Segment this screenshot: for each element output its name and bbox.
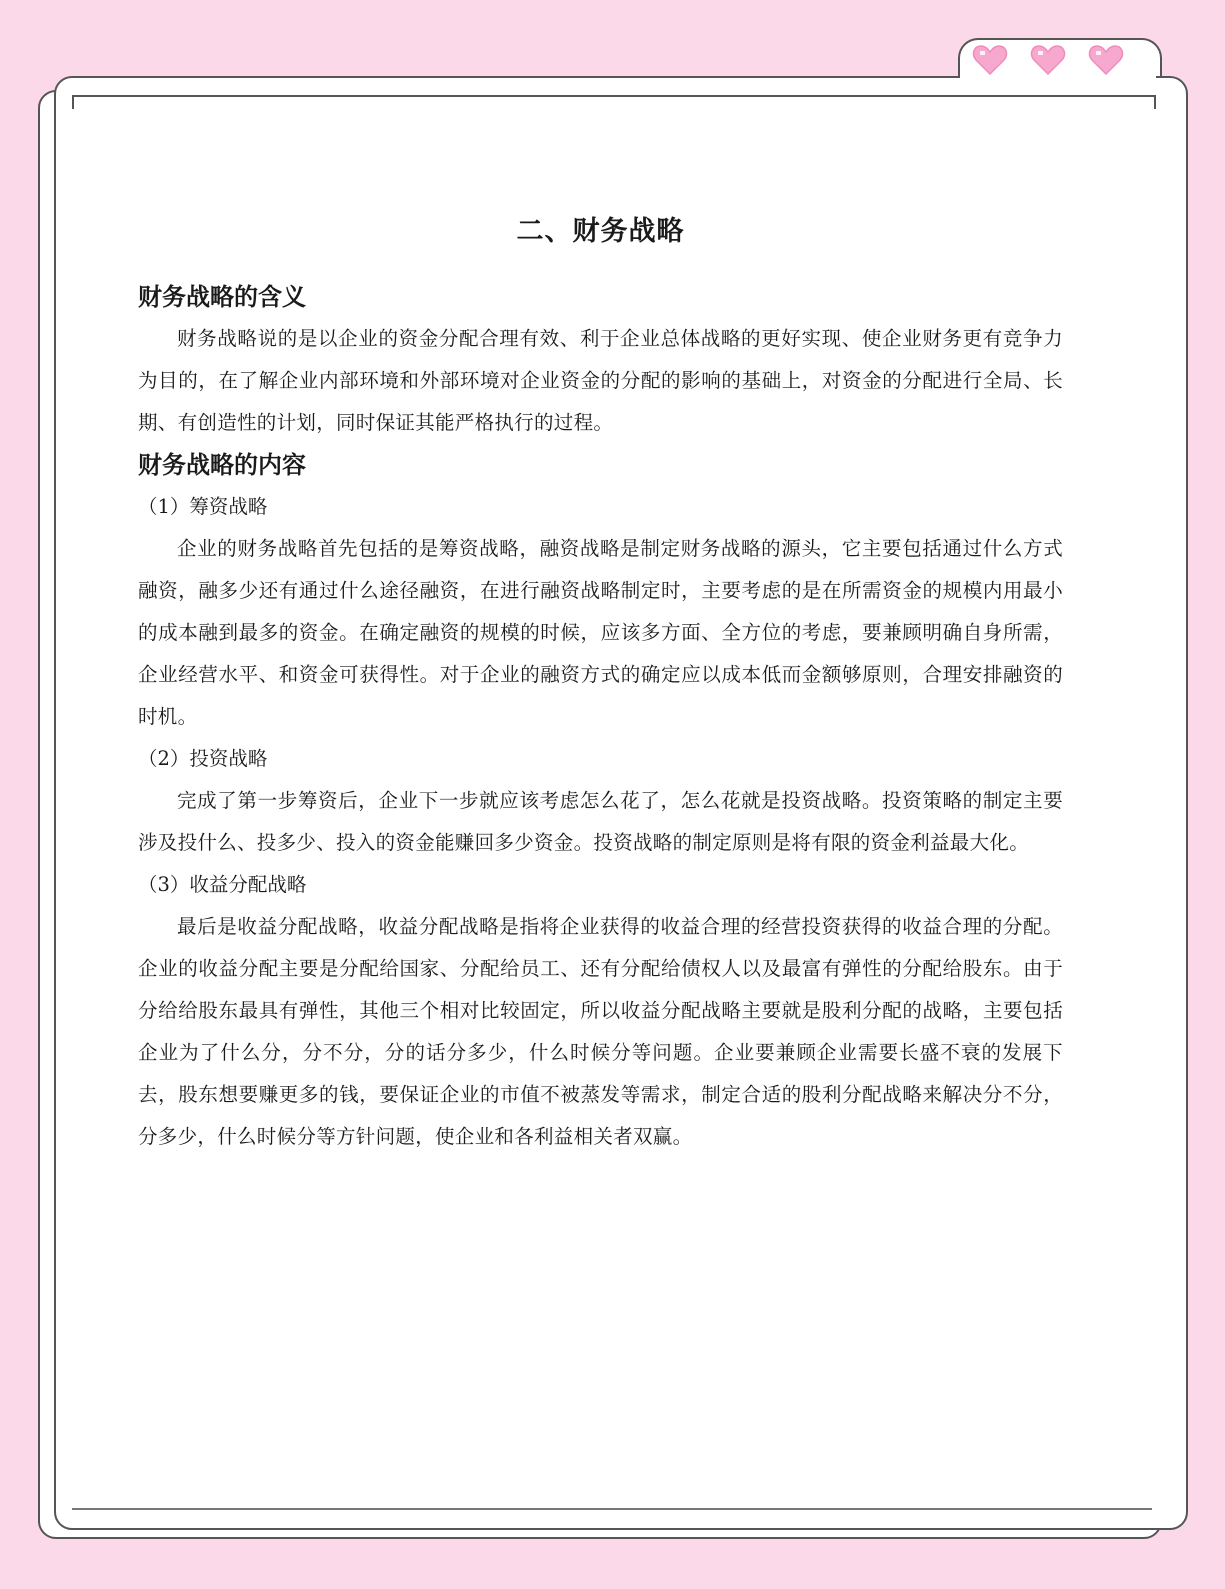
subsection-label-distribution: （3）收益分配战略 (138, 873, 307, 896)
paragraph-distribution: 最后是收益分配战略，收益分配战略是指将企业获得的收益合理的经营投资获得的收益合理的分配。企业的收益分配主要是分配给国家、分配给员工、还有分配给债权人以及最富有弹性的分配给股东。由于分给给股东最具有弹性，其他三个相对比较固定，所以收益分配战略主要就是股利分配的战略，主要包括企业为了什么分，分不分，分的话分多少，什么时候分等问题。企业要兼顾企业需要长盛不衰的发展下去，股东想要赚更多的钱，要保证企业的市值不被蒸发等需求，制定合适的股利分配战略来解决分不分，分多少，什么时候分等方针问题，使企业和各利益相关者双赢。 (138, 915, 1063, 1148)
paragraph-investment: 完成了第一步筹资后，企业下一步就应该考虑怎么花了，怎么花就是投资战略。投资策略的制定主要涉及投什么、投多少、投入的资金能赚回多少资金。投资战略的制定原则是将有限的资金利益最大化。 (138, 789, 1063, 854)
inner-border-top (72, 95, 1156, 109)
subsection-label-financing: （1）筹资战略 (138, 495, 268, 518)
paragraph-financing: 企业的财务战略首先包括的是筹资战略，融资战略是制定财务战略的源头，它主要包括通过什么方式融资，融多少还有通过什么途径融资，在进行融资战略制定时，主要考虑的是在所需资金的规模内用最小的成本融到最多的资金。在确定融资的规模的时候，应该多方面、全方位的考虑，要兼顾明确自身所需，企业经营水平、和资金可获得性。对于企业的融资方式的确定应以成本低而金额够原则，合理安排融资的时机。 (138, 537, 1063, 728)
heart-icon (972, 44, 1008, 76)
inner-border-bottom (72, 1508, 1152, 1510)
section-heading-meaning: 财务战略的含义 (138, 283, 306, 311)
heart-icon (1088, 44, 1124, 76)
page-title: 二、财务战略 (516, 216, 685, 247)
section-heading-content: 财务战略的内容 (138, 451, 306, 479)
paragraph-meaning: 财务战略说的是以企业的资金分配合理有效、利于企业总体战略的更好实现、使企业财务更有竞争力为目的，在了解企业内部环境和外部环境对企业资金的分配的影响的基础上，对资金的分配进行全局、长期、有创造性的计划，同时保证其能严格执行的过程。 (138, 327, 1063, 434)
subsection-label-investment: （2）投资战略 (138, 747, 268, 770)
heart-icon (1030, 44, 1066, 76)
document-body (138, 212, 1063, 1158)
